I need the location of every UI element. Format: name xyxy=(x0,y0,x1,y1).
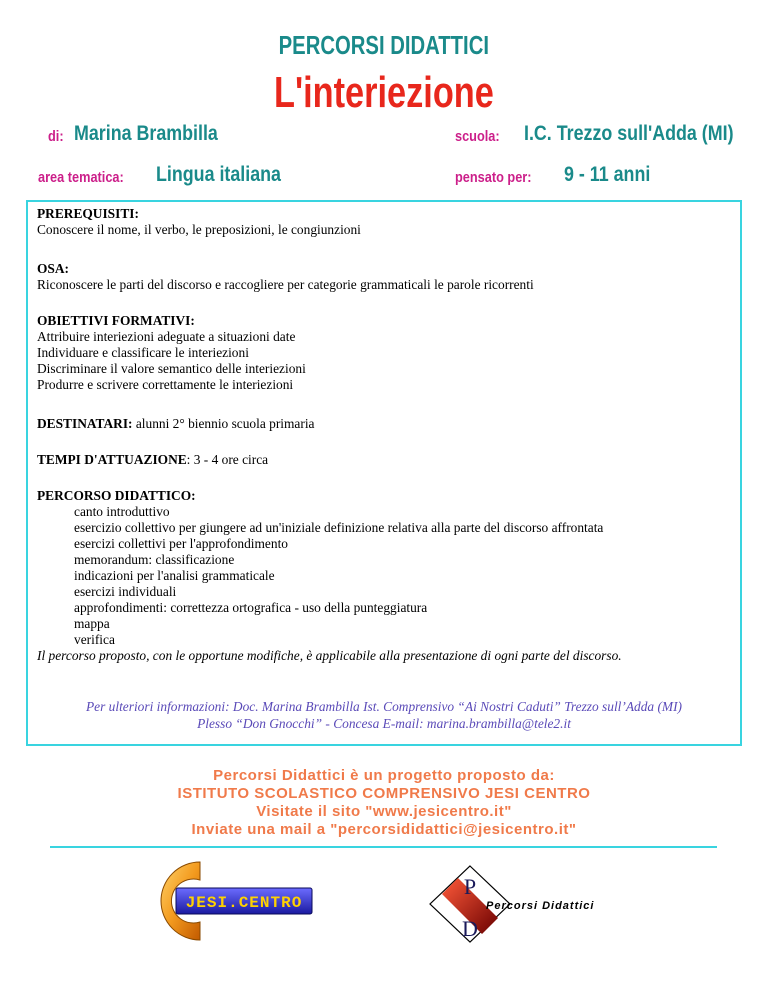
percorso-item: indicazioni per l'analisi grammaticale xyxy=(74,568,275,583)
area-label: area tematica: xyxy=(38,169,124,186)
contact-line-1: Per ulteriori informazioni: Doc. Marina Brambilla Ist. Comprensivo “Ai Nostri Caduti” Trezzo sull’Adda (MI) xyxy=(85,699,683,714)
prerequisiti-text: Conoscere il nome, il verbo, le preposizioni, le congiunzioni xyxy=(37,222,361,237)
obiettivi-item: Discriminare il valore semantico delle interiezioni xyxy=(37,361,306,376)
project-line-2: ISTITUTO SCOLASTICO COMPRENSIVO JESI CENTRO xyxy=(177,785,591,802)
author-name: Marina Brambilla xyxy=(74,122,218,145)
school-label: scuola: xyxy=(455,128,500,145)
prerequisiti-section xyxy=(37,206,361,238)
tempi-heading: TEMPI D'ATTUAZIONE xyxy=(37,452,187,467)
percorso-note: Il percorso proposto, con le opportune modifiche, è applicabile alla presentazione di ogni parte del discorso. xyxy=(37,648,622,663)
area-name: Lingua italiana xyxy=(156,163,281,186)
osa-section xyxy=(37,261,534,293)
project-line-4[interactable]: Inviate una mail a "percorsididattici@jesicentro.it" xyxy=(191,821,577,838)
pd-logo-text: Percorsi Didattici xyxy=(486,900,595,912)
tempi-text: : 3 - 4 ore circa xyxy=(186,452,269,467)
obiettivi-item: Produrre e scrivere correttamente le interiezioni xyxy=(37,377,294,392)
percorso-item: esercizio collettivo per giungere ad un'iniziale definizione relativa alla parte del discorso affrontata xyxy=(74,520,604,535)
project-line-3[interactable]: Visitate il sito "www.jesicentro.it" xyxy=(256,803,512,820)
obiettivi-item: Individuare e classificare le interiezioni xyxy=(37,345,249,360)
divider xyxy=(50,846,717,848)
percorso-item: approfondimenti: correttezza ortografica - uso della punteggiatura xyxy=(74,600,428,615)
jesi-logo-text: JESI.CENTRO xyxy=(185,894,303,912)
target-label: pensato per: xyxy=(455,169,532,186)
school-name: I.C. Trezzo sull'Adda (MI) xyxy=(524,122,734,145)
percorso-heading: PERCORSO DIDATTICO: xyxy=(37,488,196,503)
jesi-centro-logo xyxy=(148,856,318,946)
percorsi-didattici-logo xyxy=(428,864,618,944)
destinatari-heading: DESTINATARI: xyxy=(37,416,133,431)
percorso-section xyxy=(37,488,622,664)
osa-heading: OSA: xyxy=(37,261,69,276)
content-box xyxy=(26,200,742,746)
percorso-item: canto introduttivo xyxy=(74,504,170,519)
destinatari-section xyxy=(37,416,315,432)
project-line-1: Percorsi Didattici è un progetto proposto da: xyxy=(213,767,555,784)
percorso-item: esercizi individuali xyxy=(74,584,177,599)
obiettivi-heading: OBIETTIVI FORMATIVI: xyxy=(37,313,195,328)
pd-letter-p: P xyxy=(463,874,477,899)
osa-text: Riconoscere le parti del discorso e raccogliere per categorie grammaticali le parole ricorrenti xyxy=(37,277,534,292)
prerequisiti-heading: PREREQUISITI: xyxy=(37,206,139,221)
contact-info xyxy=(28,698,740,732)
pd-letter-d: D xyxy=(462,916,478,941)
obiettivi-item: Attribuire interiezioni adeguate a situazioni date xyxy=(37,329,296,344)
percorso-item: memorandum: classificazione xyxy=(74,552,235,567)
author-label: di: xyxy=(48,128,64,145)
percorso-item: verifica xyxy=(74,632,115,647)
obiettivi-section xyxy=(37,313,306,393)
destinatari-text: alunni 2° biennio scuola primaria xyxy=(132,416,315,431)
contact-line-2: Plesso “Don Gnocchi” - Concesa E-mail: marina.brambilla@tele2.it xyxy=(197,716,571,731)
main-title: L'interiezione xyxy=(274,68,494,117)
target-age: 9 - 11 anni xyxy=(564,163,651,186)
percorso-item: mappa xyxy=(74,616,110,631)
project-info xyxy=(0,767,768,839)
tempi-section xyxy=(37,452,268,468)
percorso-item: esercizi collettivi per l'approfondimento xyxy=(74,536,288,551)
series-title: PERCORSI DIDATTICI xyxy=(278,30,490,60)
